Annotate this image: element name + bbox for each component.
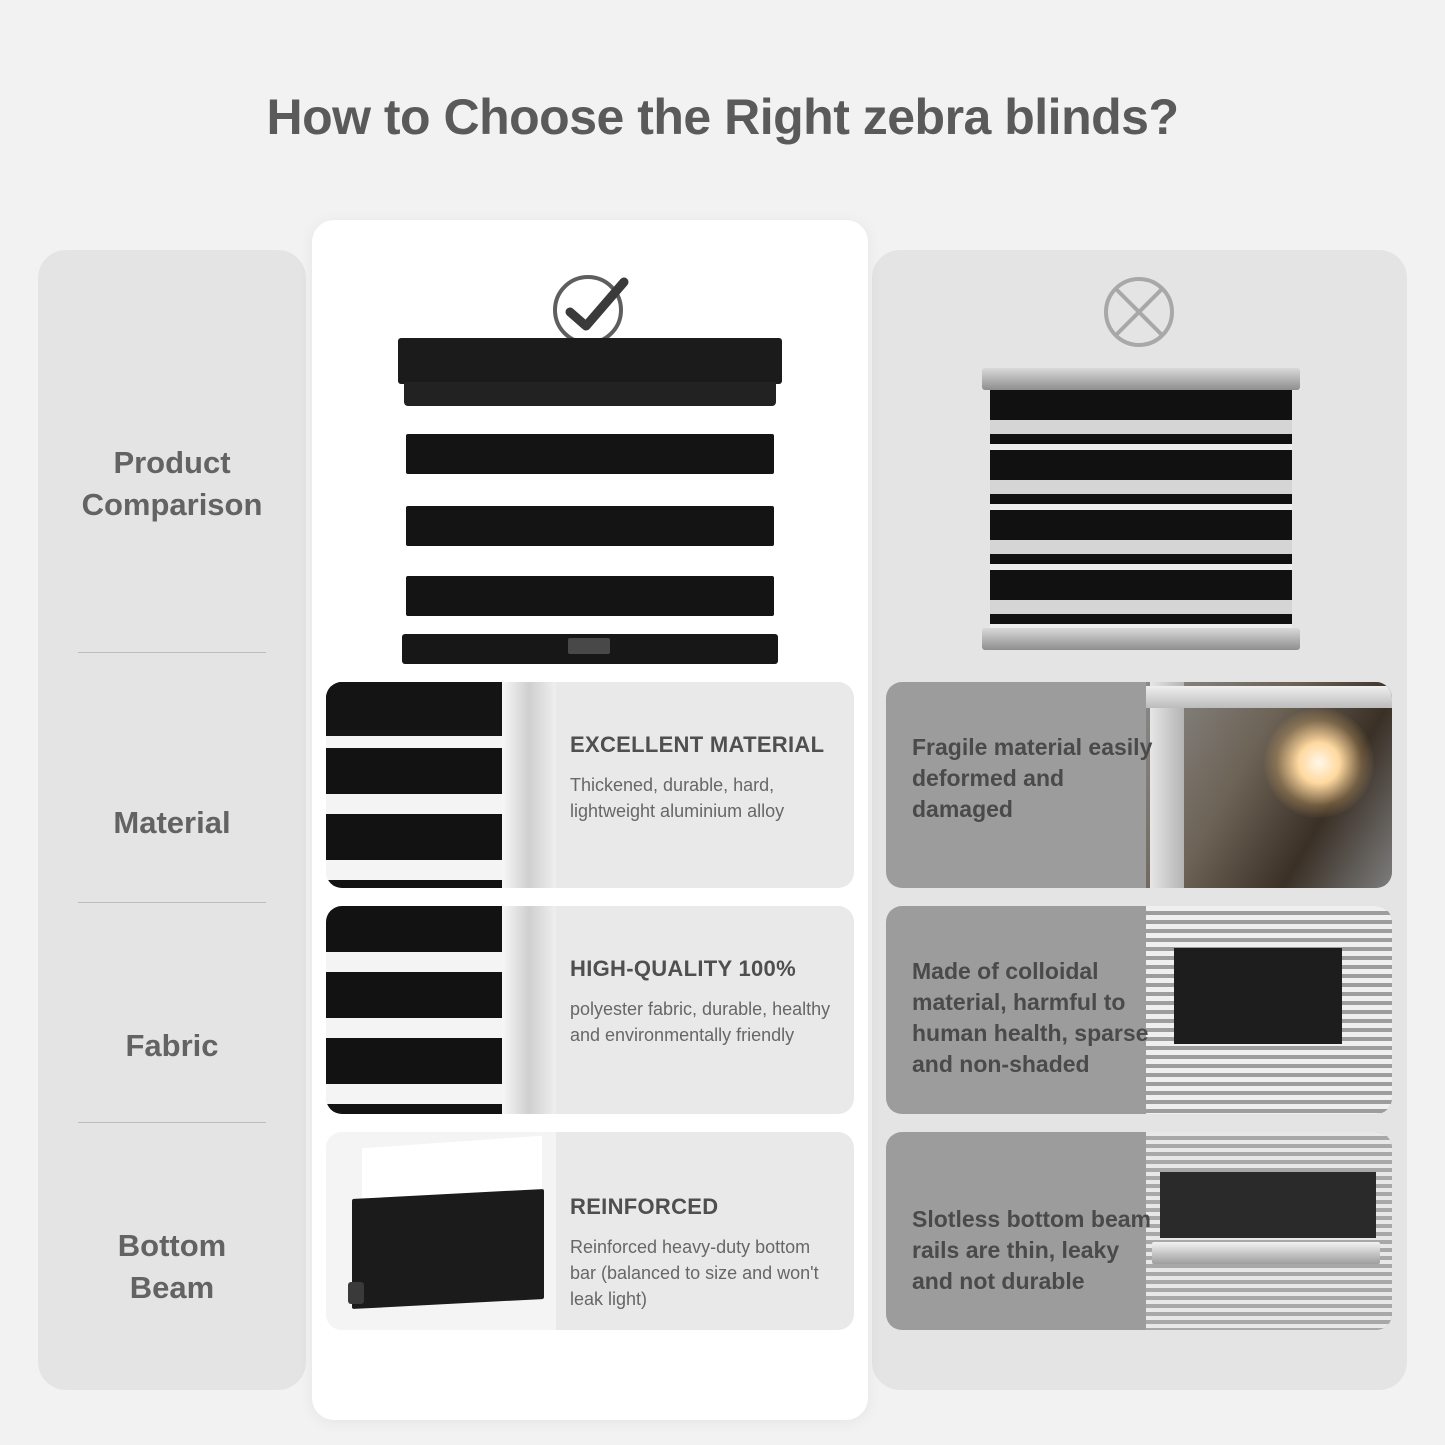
good-card-material-title: EXCELLENT MATERIAL bbox=[570, 732, 825, 757]
good-card-bottom-beam-body: Reinforced heavy-duty bottom bar (balanced to size and won't leak light) bbox=[570, 1237, 819, 1310]
bad-card-fabric-image bbox=[1146, 906, 1392, 1114]
page-title: How to Choose the Right zebra blinds? bbox=[266, 89, 1179, 145]
bad-hero-headrail bbox=[982, 368, 1300, 390]
bad-card-material-text: Fragile material easily deformed and damaged bbox=[912, 734, 1153, 823]
good-card-material-body: Thickened, durable, hard, lightweight aluminium alloy bbox=[570, 775, 785, 822]
bad-card-material-image bbox=[1146, 682, 1392, 888]
good-card-fabric-image bbox=[326, 906, 556, 1114]
bad-card-bottom-beam-text: Slotless bottom beam rails are thin, leaky and not durable bbox=[912, 1206, 1151, 1295]
row-label-product-comparison-line1: Product bbox=[113, 445, 231, 480]
good-hero-slat bbox=[406, 434, 774, 474]
bad-card-fabric bbox=[886, 906, 1392, 1114]
row-label-column bbox=[38, 250, 306, 1390]
bad-card-bottom-beam-image bbox=[1146, 1132, 1392, 1330]
row-divider-3 bbox=[78, 1122, 266, 1123]
good-hero-headrail bbox=[398, 338, 782, 384]
bottom-beam-end-cap bbox=[348, 1282, 364, 1304]
row-divider-2 bbox=[78, 902, 266, 903]
bad-card-material bbox=[886, 682, 1392, 888]
good-card-bottom-beam-image bbox=[326, 1132, 556, 1330]
sun-glare-icon bbox=[1264, 708, 1374, 818]
row-label-fabric: Fabric bbox=[125, 1028, 219, 1063]
good-hero-headrail-lower bbox=[404, 382, 776, 406]
row-divider-1 bbox=[78, 652, 266, 653]
row-label-product-comparison bbox=[38, 442, 306, 526]
blind-fabric-strip bbox=[326, 906, 504, 1114]
good-card-material bbox=[326, 682, 854, 888]
good-hero-pull-tab bbox=[568, 638, 610, 654]
row-label-bottom-beam-line2: Beam bbox=[129, 1269, 215, 1305]
good-card-fabric-body: polyester fabric, durable, healthy and environmentally friendly bbox=[570, 999, 831, 1046]
bad-hero-bottom-rail bbox=[982, 628, 1300, 650]
window-frame-edge bbox=[502, 682, 556, 888]
good-hero-slat bbox=[406, 506, 774, 546]
good-card-bottom-beam-text bbox=[570, 1194, 838, 1312]
thin-bottom-rail bbox=[1152, 1242, 1380, 1264]
sparse-fabric-panel bbox=[1174, 948, 1342, 1044]
good-card-fabric-text bbox=[570, 956, 838, 1048]
row-label-bottom-beam bbox=[38, 1225, 306, 1309]
window-frame-top bbox=[1146, 686, 1392, 708]
bad-hero-fabric bbox=[990, 390, 1292, 630]
bottom-beam-bar bbox=[352, 1189, 544, 1309]
bad-hero-blind-image bbox=[982, 368, 1300, 650]
good-hero-blind-image bbox=[398, 338, 782, 670]
bad-card-fabric-text: Made of colloidal material, harmful to human health, sparse and non-shaded bbox=[912, 958, 1149, 1078]
row-label-bottom-beam-line1: Bottom bbox=[117, 1228, 227, 1263]
good-card-bottom-beam bbox=[326, 1132, 854, 1330]
row-label-material: Material bbox=[113, 805, 231, 840]
good-card-material-image bbox=[326, 682, 556, 888]
window-frame-edge bbox=[502, 906, 556, 1114]
blind-headrail bbox=[326, 682, 504, 736]
cross-mark-icon bbox=[1095, 268, 1183, 356]
good-card-fabric bbox=[326, 906, 854, 1114]
good-card-bottom-beam-title: REINFORCED bbox=[570, 1194, 719, 1219]
bad-card-bottom-beam bbox=[886, 1132, 1392, 1330]
thin-rail-fabric bbox=[1160, 1172, 1376, 1238]
good-hero-slat bbox=[406, 576, 774, 616]
row-label-product-comparison-line2: Comparison bbox=[81, 486, 263, 522]
check-mark-icon bbox=[546, 262, 634, 350]
good-card-material-text bbox=[570, 732, 838, 824]
good-card-fabric-title: HIGH-QUALITY 100% bbox=[570, 956, 796, 981]
